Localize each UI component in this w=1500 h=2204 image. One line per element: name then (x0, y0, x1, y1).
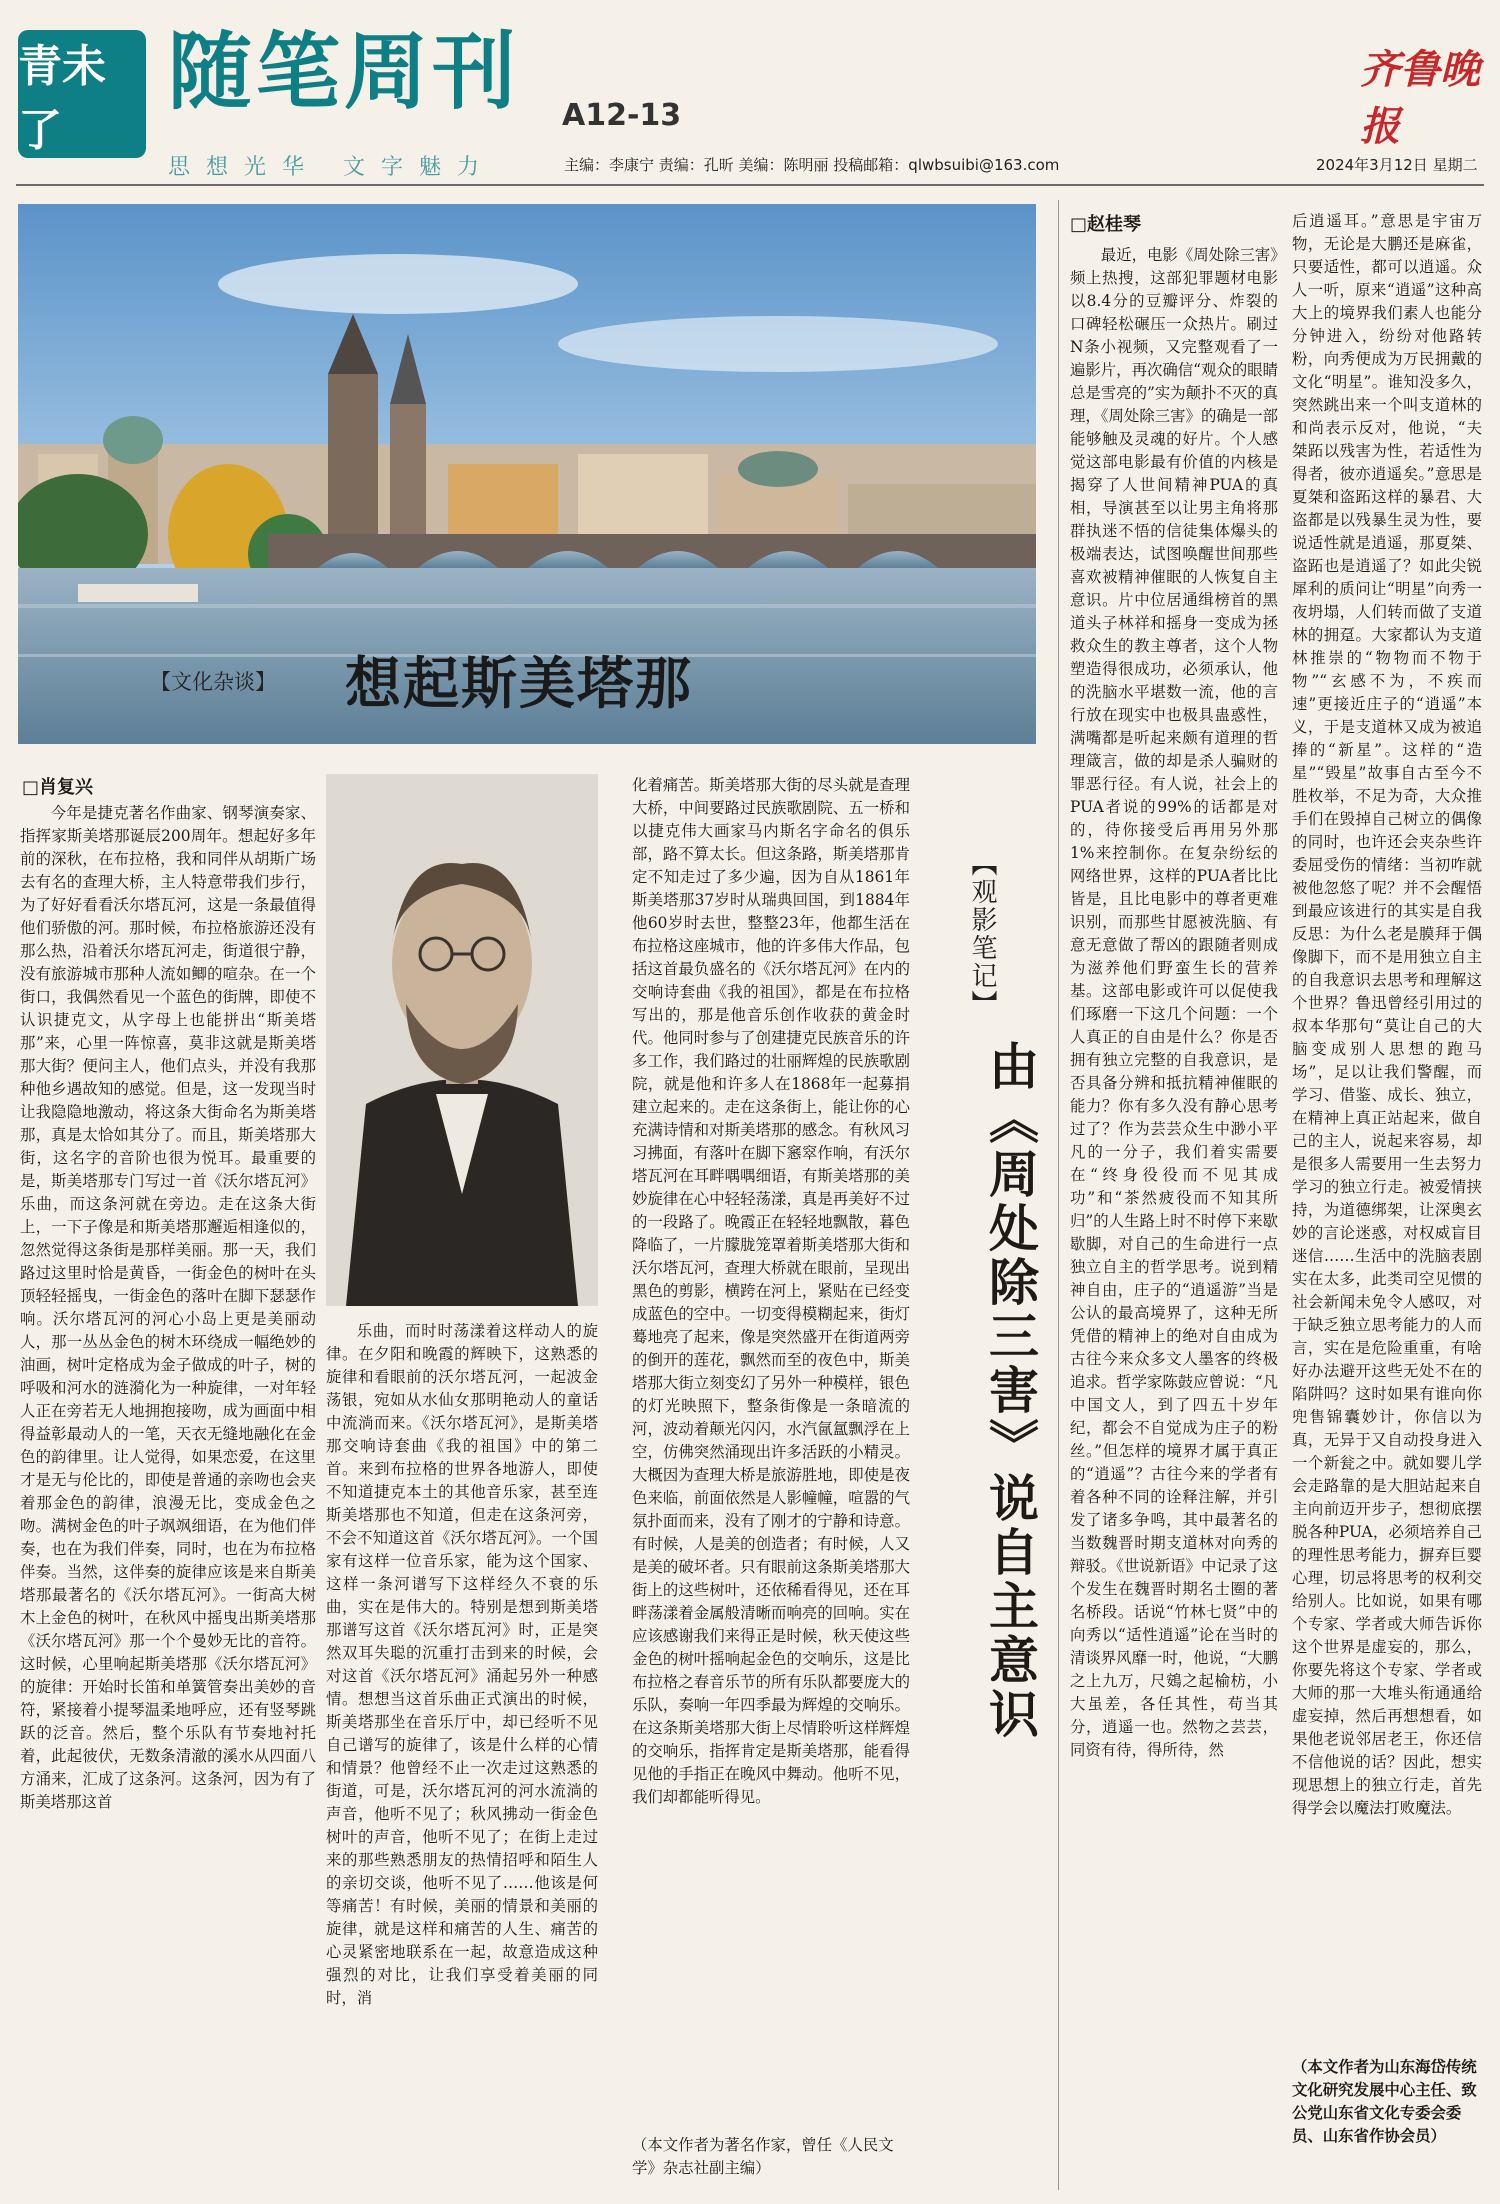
article1-headline: 想起斯美塔那 (345, 651, 693, 717)
page-code: A12-13 (562, 98, 682, 133)
article2-column-1: 最近，电影《周处除三害》频上热搜，这部犯罪题材电影以8.4分的豆瓣评分、炸裂的口碑轻松碾压一众热片。刷过N条小视频，又完整观看了一遍影片，再次确信“观众的眼睛总是雪亮的”实为颠扑不灭的真理，《周处除三害》的确是一部能够触及灵魂的好片。个人感觉这部电影最有价值的内核是揭穿了人世间精神PUA的真相，导演甚至以让男主角将那群执迷不悟的信徒集体爆头的极端表达，试图唤醒世间那些喜欢被精神催眠的人恢复自主意识。片中位居通缉榜首的黑道头子林祥和摇身一变成为拯救众生的教主尊者，这个人物塑造得很成功，必须承认，他的洗脑水平堪数一流，他的言行放在现实中也极具蛊惑性，满嘴都是听起来颇有道理的哲理箴言，做的却是杀人骗财的罪恶行径。有人说，社会上的PUA者说的99%的话都是对的，待你接受后再用另外那1%来控制你。在复杂纷纭的网络世界，这样的PUA者比比皆是，且比电影中的尊者更难识别，而那些甘愿被洗脑、有意无意做了帮凶的跟随者则成为滋养他们野蛮生长的营养基。这部电影或许可以促使我们琢磨一下这几个问题：一个人真正的自由是什么？你是否拥有独立完整的自我意识，是否具备分辨和抵抗精神催眠的能力？你有多久没有静心思考过了？作为芸芸众生中渺小平凡的一分子，我们着实需要在“终身役役而不见其成功”和“茶然疲役而不知其所归”的人生路上时不时停下来歇歇脚，对自己的生命进行一点独立自主的哲学思考。说到精神自由，庄子的“逍遥游”当是公认的最高境界了，这种无所凭借的精神上的绝对自由成为古往今来众多文人墨客的终极追求。哲学家陈鼓应曾说：“凡中国文人，到了四五十岁年纪，都会不自觉成为庄子的粉丝。”但怎样的境界才属于真正的“逍遥”？古往今来的学者有着各种不同的诠释注解，并引发了诸多争鸣，其中最著名的当数魏晋时期支道林对向秀的辩驳。《世说新语》中记录了这个发生在魏晋时期名士圈的著名桥段。话说“竹林七贤”中的向秀以“适性逍遥”论在当时的清谈界风靡一时，他说，“大鹏之上九万，尺鴳之起榆枋，小大虽差，各任其性，苟当其分，逍遥一也。然物之芸芸，同资有待，得所待，然 (1070, 246, 1278, 1759)
masthead-motto: 思想光华 文字魅力 (168, 155, 495, 180)
article1-column-2: 乐曲，而时时荡漾着这样动人的旋律。在夕阳和晚霞的辉映下，这熟悉的旋律和看眼前的沃尔塔瓦河，一起波金荡银，宛如从水仙女那明艳动人的童话中流淌而来。《沃尔塔瓦河》，是斯美塔那交响诗套曲《我的祖国》中的第二首。来到布拉格的世界各地游人，即使不知道捷克本土的其他音乐家，甚至连斯美塔那也不知道，但走在这条河旁，不会不知道这首《沃尔塔瓦河》。一个国家有这样一位音乐家，能为这个国家、这样一条河谱写下这样经久不衰的乐曲，实在是伟大的。特别是想到斯美塔那谱写这首《沃尔塔瓦河》时，正是突然双耳失聪的沉重打击到来的时候，会对这首《沃尔塔瓦河》涌起另外一种感情。想想当这首乐曲正式演出的时候，斯美塔那坐在音乐厅中，却已经听不见自己谱写的旋律了，该是什么样的心情和情景？他曾经不止一次走过这熟悉的街道，可是，沃尔塔瓦河的河水流淌的声音，他听不见了；秋风拂动一街金色树叶的声音，他听不见了；在街上走过来的那些熟悉朋友的热情招呼和陌生人的亲切交谈，他听不见了……他该是何等痛苦！有时候，美丽的情景和美丽的旋律，就是这样和痛苦的人生、痛苦的心灵紧密地联系在一起，故意造成这种强烈的对比，让我们享受着美丽的同时，消 (326, 1322, 598, 2007)
article1-author-note: （本文作者为著名作家，曾任《人民文学》杂志社副主编） (632, 2136, 894, 2177)
masthead-title: 随笔周刊 (168, 23, 521, 121)
article1-column-3: 化着痛苦。斯美塔那大街的尽头就是查理大桥，中间要路过民族歌剧院、五一桥和以捷克伟大画家马内斯名字命名的俱乐部，路不算太长。但这条路，斯美塔那肯定不知走过了多少遍，因为自从1861年斯美塔那37岁时从瑞典回国，到1884年他60岁时去世，整整23年，他都生活在布拉格这座城市，他的许多伟大作品，包括这首最负盛名的《沃尔塔瓦河》在内的交响诗套曲《我的祖国》，都是在布拉格写出的，那是他音乐创作收获的黄金时代。他同时参与了创建捷克民族音乐的许多工作，我们路过的壮丽辉煌的民族歌剧院，就是他和许多人在1868年一起募捐建立起来的。走在这条街上，能让你的心充满诗情和对斯美塔那的感念。有秋风习习拂面，有落叶在脚下窸窣作响，有沃尔塔瓦河在耳畔喁喁细语，有斯美塔那的美妙旋律在心中轻轻荡漾，真是再美好不过的一段路了。晚霞正在轻轻地飘散，暮色降临了，一片朦胧笼罩着斯美塔那大街和沃尔塔瓦河，查理大桥就在眼前，呈现出黑色的剪影，横跨在河上，紧贴在已经变成蓝色的空中。一切变得模糊起来，街灯蓦地亮了起来，像是突然盛开在街道两旁的倒开的莲花，飘然而至的夜色中，斯美塔那大街立刻变幻了另外一种模样，银色的灯光映照下，整条街像是一条暗流的河，波动着颠光闪闪，水汽氤氲飘浮在上空，仿佛突然涌现出许多活跃的小精灵。大概因为查理大桥是旅游胜地，即使是夜色来临，前面依然是人影幢幢，喧嚣的气氛扑面而来，没有了刚才的宁静和诗意。有时候，人是美的创造者；有时候，人又是美的破坏者。只有眼前这条斯美塔那大街上的这些树叶，还依稀看得见，还在耳畔荡漾着金属般清晰而响亮的回响。实在应该感谢我们来得正是时候，秋天使这些金色的树叶摇响起金色的交响乐，这是比布拉格之春音乐节的所有乐队都要庞大的乐队，奏响一年四季最为辉煌的交响乐。在这条斯美塔那大街上尽情聆听这样辉煌的交响乐，指挥肯定是斯美塔那，能看得见他的手指正在晚风中舞动。他听不见，我们却都能听得见。 (632, 776, 910, 1806)
article2-column-tag: 【观影笔记】 (967, 850, 997, 1018)
article1-byline: □肖复兴 (22, 777, 94, 798)
portrait-photo-smetana (326, 774, 598, 1306)
masthead-rule (16, 184, 1484, 186)
newspaper-brand: 齐鲁晚报 (1360, 46, 1480, 150)
article2-headline: 由《周处除三害》说自主意识 (981, 1040, 1040, 1742)
editors-line: 主编：李康宁 责编：孔昕 美编：陈明丽 投稿邮箱：qlwbsuibi@163.com (564, 156, 1060, 174)
article1-column-tag: 【文化杂谈】 (150, 670, 276, 694)
portrait-illustration (326, 774, 598, 1306)
article2-author-note: （本文作者为山东海岱传统文化研究发展中心主任、致公党山东省文化专委会委员、山东省作协会员） (1292, 2058, 1477, 2145)
article2-byline: □赵桂琴 (1070, 214, 1142, 235)
article2-column-2: 后逍遥耳。”意思是宇宙万物，无论是大鹏还是麻雀，只要适性，都可以逍遥。众人一听，原来“逍遥”这种高大上的境界我们素人也能分分钟进入，纷纷对他路转粉，向秀便成为万民拥戴的文化“明星”。谁知没多久，突然跳出来一个叫支道林的和尚表示反对，他说，“夫桀跖以残害为性，若适性为得者，彼亦逍遥矣。”意思是夏桀和盗跖这样的暴君、大盗都是以残暴生灵为性，要说适性就是逍遥，那夏桀、盗跖也是逍遥了？如此尖锐犀利的质问让“明星”向秀一夜坍塌，人们转而做了支道林的拥趸。大家都认为支道林推崇的“物物而不物于物”“玄感不为，不疾而速”更接近庄子的“逍遥”本义，于是支道林又成为被追捧的“新星”。这样的“造星”“毁星”故事自古至今不胜枚举，不足为奇，大众推手们在毁掉自己树立的偶像的同时，也许还会夹杂些许委屈受伤的情绪：当初咋就被他忽悠了呢？并不会醒悟到最应该进行的其实是自我反思：为什么老是膜拜于偶像脚下，而不是用独立自主的自我意识去思考和理解这个世界？鲁迅曾经引用过的叔本华那句“莫让自己的大脑变成别人思想的跑马场”，足以让我们警醒，而学习、借鉴、成长、独立，在精神上真正站起来，做自己的主人，说起来容易，却是很多人需要用一生去努力学习的独立行走。被爱情挟持，为道德绑架，让深奥玄妙的言论迷惑，对权威盲目迷信……生活中的洗脑表剧实在太多，此类司空见惯的社会新闻未免令人感叹，对于缺乏独立思考能力的人而言，实在是危险重重，有啥好办法避开这些无处不在的陷阱吗？这时如果有谁向你兜售锦囊妙计，你信以为真，无异于又自动投身进入一个新瓮之中。就如婴儿学会走路靠的是大胆站起来自主向前迈开步子，想彻底摆脱各种PUA，必须培养自己的理性思考能力，摒弃巨婴心理，切忌将思考的权利交给别人。比如说，如果有哪个专家、学者或大师告诉你这个世界是虚妄的，那么，你要先将这个专家、学者或大师的那一大堆头衔通通给虚妄掉，然后再想想看，如果他老说邻居老王，你还信不信他说的话？因此，想实现思想上的独立行走，首先得学会以魔法打败魔法。 (1292, 212, 1482, 1817)
logo (18, 30, 146, 158)
logo-text: 青未了 (18, 41, 106, 156)
issue-date: 2024年3月12日 星期二 (1316, 156, 1478, 174)
column-divider (1058, 200, 1059, 2190)
article1-column-1: 今年是捷克著名作曲家、钢琴演奏家、指挥家斯美塔那诞辰200周年。想起好多年前的深秋，在布拉格，我和同伴从胡斯广场去有名的查理大桥，主人特意带我们步行，为了好好看看沃尔塔瓦河，这是一条最值得他们骄傲的河。那时候，布拉格旅游还没有那么热，沿着沃尔塔瓦河走，街道很宁静，没有旅游城市那种人流如鲫的喧杂。在一个街口，我偶然看见一个蓝色的街牌，即使不认识捷克文，从字母上也能拼出“斯美塔那”来，心里一阵惊喜，莫非这就是斯美塔那大街？便问主人，他们点头，并没有我那种他乡遇故知的感觉。但是，这一发现当时让我隐隐地激动，将这条大街命名为斯美塔那，真是太恰如其分了。而且，斯美塔那大街，这名字的音阶也很为悦耳。最重要的是，斯美塔那专门写过一首《沃尔塔瓦河》乐曲，而这条河就在旁边。走在这条大街上，一下子像是和斯美塔那邂逅相逢似的，忽然觉得这条街是那样美丽。那一天，我们路过这里时恰是黄昏，一街金色的树叶在头顶轻轻摇曳，一街金色的落叶在脚下瑟瑟作响。沃尔塔瓦河的河心小岛上更是美丽动人，那一丛丛金色的树木环绕成一幅绝妙的油画，树叶定格成为金子做成的叶子，树的呼吸和河水的涟漪化为一种旋律，一对年轻人正在旁若无人地拥抱接吻，成为画面中相得益彰最动人的一笔，天衣无缝地融化在金色的韵律里。让人觉得，如果恋爱，在这里才是无与伦比的，即使是普通的亲吻也会夹着那金色的韵律，浪漫无比，变成金色之吻。满树金色的叶子飒飒细语，在为他们伴奏，也在为我们伴奏，同时，也在为布拉格伴奏。当然，这伴奏的旋律应该是来自斯美塔那最著名的《沃尔塔瓦河》。一街高大树木上金色的树叶，在秋风中摇曳出斯美塔那《沃尔塔瓦河》那一个个曼妙无比的音符。这时候，心里响起斯美塔那《沃尔塔瓦河》的旋律：开始时长笛和单簧管奏出美妙的音符，紧接着小提琴温柔地呼应，还有竖琴跳跃的泛音。然后，整个乐队有节奏地衬托着，此起彼伏，无数条清澈的溪水从四面八方涌来，汇成了这条河。这条河，因为有了斯美塔那这首 (20, 804, 316, 1811)
